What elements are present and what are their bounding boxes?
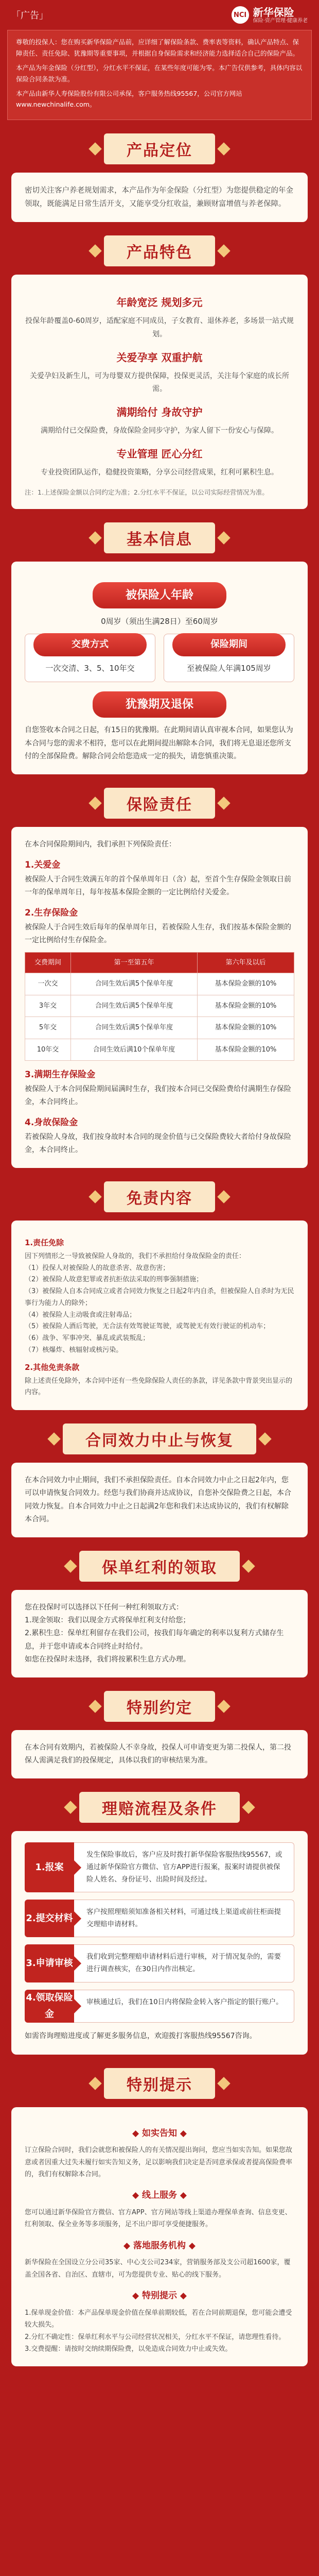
- termination-card: [11, 1463, 308, 1537]
- exemption-line: （6）战争、军事冲突、暴乱或武装叛乱；: [25, 1334, 150, 1343]
- exemption-title: 1.责任免除: [25, 1238, 64, 1247]
- section-title-text: 免责内容: [104, 1181, 215, 1212]
- responsibility-table: [25, 952, 294, 1061]
- coverage-label: 保险期间: [172, 633, 286, 656]
- claim-step-label: 4.领取保险金: [25, 1990, 74, 2023]
- feature-title: 年龄宽泛 规划多元: [116, 296, 203, 309]
- section-title-text: 特别提示: [104, 2068, 215, 2099]
- responsibility-item-title: 1.关爱金: [25, 860, 61, 871]
- table-cell: 基本保险金额的10%: [197, 1017, 294, 1039]
- coverage-value: 至被保险人年满105周岁: [187, 663, 271, 673]
- section-title-text: 保单红利的领取: [79, 1551, 240, 1582]
- claim-step-label: 3.申请审核: [25, 1944, 74, 1982]
- exemption-card: [11, 1221, 308, 1410]
- table-header: 第六年及以后: [197, 953, 294, 973]
- section-title-text: 保险责任: [104, 788, 215, 819]
- table-row: [25, 995, 294, 1016]
- table-cell: 一次交: [25, 973, 71, 995]
- exemption-line: （4）被保险人主动吸食或注射毒品；: [25, 1311, 136, 1319]
- claim-step: [25, 1944, 294, 1982]
- annuity-line: 1.现金领取：我们以现金方式将保单红利支付给您；: [25, 1616, 190, 1625]
- disclaimer-notice: [7, 30, 312, 120]
- logo-text: [253, 7, 308, 24]
- coverage-box: [164, 634, 294, 682]
- responsibility-item-text: 被保险人于合同生效满五年的首个保单周年日（含）起，至首个生存保险金领取日前一年的保单周年日，每年按基本保险金额的一定比例给付关爱金。: [25, 875, 291, 896]
- claims-card: [11, 1831, 308, 2054]
- claims-after: 如需咨询理赔进度或了解更多服务信息，欢迎拨打客服热线95567咨询。: [25, 2032, 257, 2041]
- table-row: [25, 1039, 294, 1060]
- table-cell: 基本保险金额的10%: [197, 1039, 294, 1060]
- tip-text: 2.分红不确定性：保单红利水平与公司经营状况相关，分红水平不保证，请您理性看待。: [25, 2333, 286, 2341]
- tip-text: 3.交费提醒：请按时交纳续期保险费，以免造成合同效力中止或失效。: [25, 2345, 232, 2353]
- claim-step-text: 我们收到完整理赔申请材料后进行审核，对于情况复杂的，需要进行调查核实，在30日内作出核定。: [74, 1944, 294, 1982]
- section-title-text: 特别约定: [104, 1691, 215, 1722]
- special-card: [11, 1730, 308, 1778]
- notice-line: 本产品为年金保险（分红型），分红水平不保证，在某些年度可能为零。本广告仅供参考，具体内容以保险合同条款为准。: [16, 63, 303, 83]
- table-row: [25, 1017, 294, 1039]
- section-title-text: 产品特色: [104, 235, 215, 266]
- responsibility-item-title: 2.生存保险金: [25, 908, 78, 919]
- tip-subtitle: ◆ 如实告知 ◆: [132, 2128, 187, 2139]
- positioning-text: 密切关注客户养老规划需求，本产品作为年金保险（分红型）为您提供稳定的年金领取，既能满足日常生活开支，又能享受分红收益，兼顾财富增值与养老保障。: [25, 187, 293, 209]
- table-cell: 5年交: [25, 1017, 71, 1039]
- basics-two-col: [25, 634, 294, 682]
- tip-subtitle: ◆ 落地服务机构 ◆: [123, 2240, 196, 2251]
- annuity-line: 2.累积生息：保单红利留存在我们公司，按我们每年确定的利率以复利方式储存生息，并于您申请或本合同终止时给付。: [25, 1629, 284, 1651]
- section-title-termination: [0, 1423, 319, 1454]
- notice-line: 本产品由新华人寿保险股份有限公司承保，客户服务热线95567，公司官方网站 www.newchinalife.com。: [16, 89, 242, 109]
- claim-step-text: 客户按照理赔须知准备相关材料，可通过线上渠道或前往柜面提交理赔申请材料。: [74, 1900, 294, 1937]
- exemption-line: （1）投保人对被保险人的故意杀害、故意伤害；: [25, 1264, 170, 1272]
- logo-mark-icon: NCI: [232, 6, 249, 24]
- section-title-exemption: [0, 1181, 319, 1212]
- responsibility-card: [11, 827, 308, 1168]
- section-title-positioning: [0, 133, 319, 164]
- feature-title: 专业管理 匠心分红: [116, 448, 203, 461]
- payment-label: 交费方式: [33, 633, 147, 656]
- section-title-basics: [0, 522, 319, 553]
- feature-text: 投保年龄覆盖0-60周岁，适配家庭不同成员，子女教育、退休养老，多场景一站式规划。: [25, 317, 294, 338]
- table-cell: 合同生效后满5个保单年度: [71, 1017, 198, 1039]
- table-cell: 合同生效后满5个保单年度: [71, 973, 198, 995]
- annuity-card: [11, 1590, 308, 1677]
- notice-line: 尊敬的投保人：您在购买新华保险产品前，应详细了解保险条款、费率表等资料，确认产品特点、保障责任、责任免除、犹豫期等重要事项，并根据自身保险需求和经济能力选择适合自己的保险产品。: [16, 38, 299, 57]
- section-title-text: 理赔流程及条件: [79, 1792, 240, 1823]
- responsibility-item-title: 4.身故保险金: [25, 1117, 78, 1128]
- claim-step-label: 2.提交材料: [25, 1900, 74, 1937]
- section-title-features: [0, 235, 319, 266]
- responsibility-item-text: 被保险人于合同生效后每年的保单周年日，若被保险人生存，我们按基本保险金额的一定比例给付生存保险金。: [25, 923, 291, 944]
- responsibility-item-text: 若被保险人身故，我们按身故时本合同的现金价值与已交保险费较大者给付身故保险金，本合同终止。: [25, 1132, 291, 1154]
- tip-text: 新华保险在全国设立分公司35家、中心支公司234家，营销服务部及支公司超1600家，覆盖全国各省、自治区、直辖市，可为您提供专业、贴心的线下服务。: [25, 2259, 291, 2279]
- responsibility-item-title: 3.满期生存保险金: [25, 1070, 96, 1080]
- basics-card: [11, 562, 308, 774]
- table-header: 第一至第五年: [71, 953, 198, 973]
- responsibility-item-text: 被保险人于本合同保险期间届满时生存，我们按本合同已交保险费给付满期生存保险金，本合同终止。: [25, 1084, 291, 1106]
- tip-text: 您可以通过新华保险官方微信、官方APP、官方网站等线上渠道办理保单查询、信息变更、红利领取、保全业务等多项服务，足不出户即可享受便捷服务。: [25, 2208, 292, 2229]
- table-cell: 3年交: [25, 995, 71, 1016]
- section-title-special: [0, 1691, 319, 1722]
- annuity-line: 如您在投保时未选择，我们将按累积生息方式办理。: [25, 1655, 190, 1664]
- age-pill: 被保险人年龄: [93, 582, 226, 609]
- exemption-line: 因下列情形之一导致被保险人身故的，我们不承担给付身故保险金的责任：: [25, 1252, 246, 1260]
- footer-spacer: [0, 2366, 319, 2387]
- section-title-text: 基本信息: [104, 522, 215, 553]
- section-title-text: 产品定位: [104, 133, 215, 164]
- section-title-text: 合同效力中止与恢复: [63, 1423, 256, 1454]
- claim-step: [25, 1842, 294, 1892]
- payment-value: 一次交清、3、5、10年交: [45, 663, 135, 673]
- logo-subtitle: 保险·资产管理·健康养老: [253, 18, 308, 24]
- claim-step-label: 1.报案: [25, 1842, 74, 1892]
- claim-step: [25, 1900, 294, 1937]
- tip-subtitle: ◆ 特别提示 ◆: [132, 2291, 187, 2301]
- table-cell: 合同生效后满10个保单年度: [71, 1039, 198, 1060]
- feature-text: 专业投资团队运作，稳健投资策略，分享公司经营成果，红利可累积生息。: [41, 468, 278, 477]
- exemption-line: （5）被保险人酒后驾驶，无合法有效驾驶证驾驶，或驾驶无有效行驶证的机动车；: [25, 1323, 270, 1331]
- feature-title: 满期给付 身故守护: [116, 406, 203, 419]
- age-text: 0周岁（须出生满28日）至60周岁: [101, 617, 218, 626]
- tip-text: 1.保单现金价值：本产品保单现金价值在保单前期较低，若在合同前期退保，您可能会遭受较大损失。: [25, 2309, 292, 2329]
- tip-text: 订立保险合同时，我们会就您和被保险人的有关情况提出询问，您应当如实告知。如果您故意或者因重大过失未履行如实告知义务，足以影响我们决定是否同意承保或者提高保险费率的，我们有权解除本合同。: [25, 2146, 293, 2178]
- feature-note: 注：1.上述保险金额以合同约定为准；2.分红水平不保证，以公司实际经营情况为准。: [25, 488, 269, 496]
- table-cell: 基本保险金额的10%: [197, 973, 294, 995]
- table-cell: 10年交: [25, 1039, 71, 1060]
- ad-tag: 「广告」: [11, 10, 48, 21]
- responsibility-intro: 在本合同保险期间内，我们承担下列保险责任：: [25, 840, 176, 849]
- feature-title: 关爱孕享 双重护航: [116, 351, 203, 364]
- section-title-claims: [0, 1792, 319, 1823]
- payment-box: [25, 634, 155, 682]
- special-text: 在本合同有效期内，若被保险人不幸身故，投保人可申请变更为第二投保人，第二投保人需满足我们的投保规定，具体以我们的审核结果为准。: [25, 1743, 291, 1765]
- claim-step: [25, 1990, 294, 2023]
- termination-text: 在本合同效力中止期间，我们不承担保险责任。自本合同效力中止之日起2年内，您可以申请恢复合同效力。经您与我们协商并达成协议，自您补交保险费之日起，本合同效力恢复。自本合同效力中止之日起满2年您和我们未达成协议的，我们有权解除本合同。: [25, 1476, 291, 1523]
- tips-card: [11, 2107, 308, 2367]
- logo-title: 新华保险: [253, 6, 294, 19]
- exemption-line: 除上述责任免除外，本合同中还有一些免除保险人责任的条款，详见条款中背景突出显示的内容。: [25, 1377, 293, 1397]
- table-cell: 合同生效后满5个保单年度: [71, 995, 198, 1016]
- section-title-annuity: [0, 1551, 319, 1582]
- exemption-title: 2.其他免责条款: [25, 1362, 80, 1372]
- feature-text: 满期给付已交保险费，身故保险金同步守护，为家人留下一份安心与保障。: [41, 427, 278, 435]
- exemption-line: （3）被保险人自本合同成立或者合同效力恢复之日起2年内自杀，但被保险人自杀时为无民事行为能力人的除外；: [25, 1287, 294, 1307]
- table-row: [25, 973, 294, 995]
- features-card: [11, 275, 308, 509]
- hesitation-text: 自您签收本合同之日起，有15日的犹豫期。在此期间请认真审视本合同，如果您认为本合同与您的需求不相符，您可以在此期间提出解除本合同，我们将无息退还您所支付的全部保险费。解除合同会给您造成一定的损失，请您慎重决策。: [25, 726, 293, 760]
- exemption-line: （7）核爆炸、核辐射或核污染。: [25, 1346, 123, 1354]
- header: [0, 0, 319, 30]
- feature-text: 关爱孕妇及新生儿，可为母婴双方提供保障，投保更灵活，关注每个家庭的成长所需。: [30, 371, 289, 393]
- table-cell: 基本保险金额的10%: [197, 995, 294, 1016]
- claim-step-text: 审核通过后，我们在10日内将保险金转入客户指定的银行账户。: [74, 1990, 294, 2023]
- table-header: 交费期间: [25, 953, 71, 973]
- claim-step-text: 发生保险事故后，客户应及时拨打新华保险客服热线95567，或通过新华保险官方微信、官方APP进行报案，报案时请提供被保险人姓名、身份证号、出险时间及经过。: [74, 1842, 294, 1892]
- positioning-card: [11, 173, 308, 222]
- brand-logo[interactable]: [232, 6, 308, 24]
- section-title-responsibility: [0, 788, 319, 819]
- hesitation-pill: 犹豫期及退保: [93, 691, 226, 718]
- tip-subtitle: ◆ 线上服务 ◆: [132, 2190, 187, 2201]
- annuity-intro: 您在投保时可以选择以下任何一种红利领取方式：: [25, 1603, 183, 1612]
- section-title-tips: [0, 2068, 319, 2099]
- exemption-line: （2）被保险人故意犯罪或者抗拒依法采取的刑事强制措施；: [25, 1276, 203, 1284]
